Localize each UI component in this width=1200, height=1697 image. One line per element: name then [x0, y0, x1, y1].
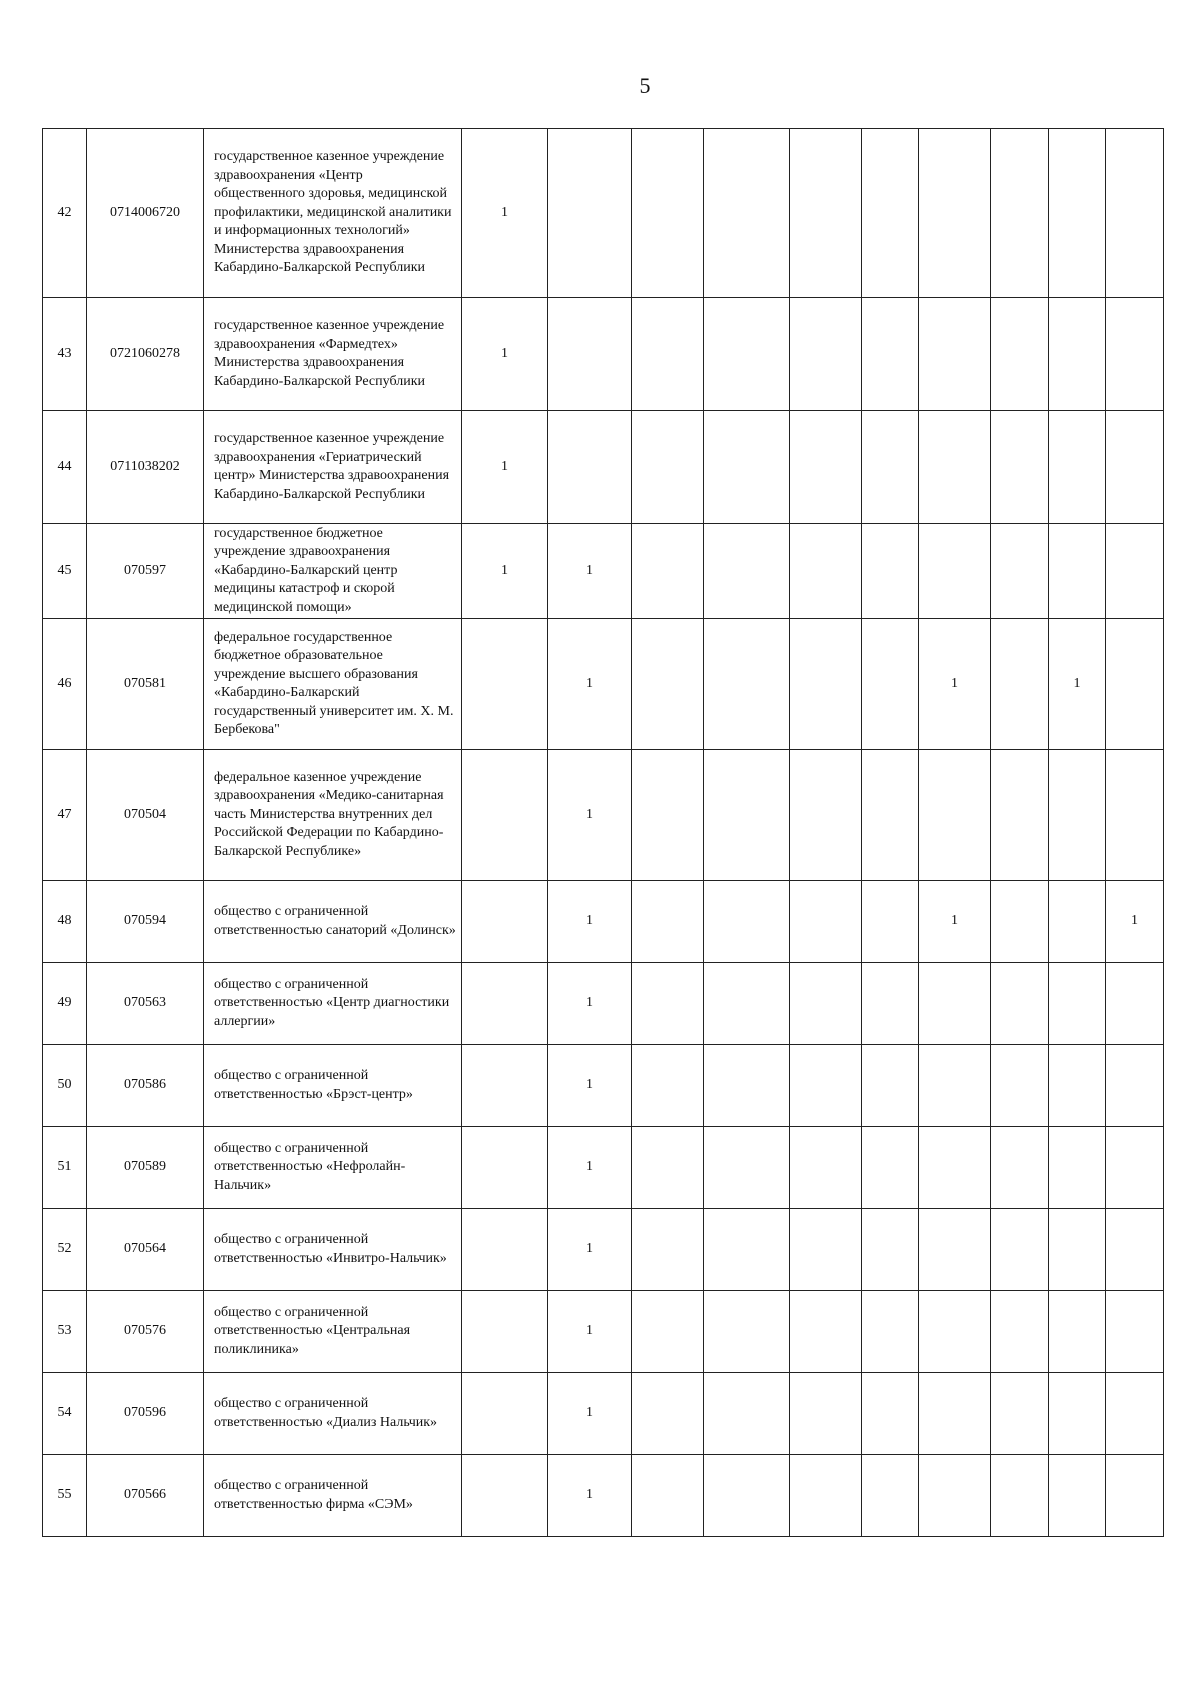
cell-col-6	[862, 1373, 919, 1455]
cell-col-3	[632, 619, 704, 750]
cell-col-4	[704, 750, 790, 881]
table-row	[43, 524, 1164, 619]
cell-col-2: 1	[548, 1373, 632, 1455]
org-code: 070576	[87, 1291, 204, 1373]
org-name: общество с ограниченной ответственностью «Брэст-центр»	[204, 1045, 462, 1127]
row-number: 55	[43, 1455, 87, 1537]
row-number: 46	[43, 619, 87, 750]
cell-col-10	[1106, 1127, 1164, 1209]
cell-col-8	[991, 619, 1049, 750]
cell-col-5	[790, 129, 862, 298]
cell-col-5	[790, 1291, 862, 1373]
cell-col-3	[632, 1455, 704, 1537]
row-number: 43	[43, 298, 87, 411]
cell-col-3	[632, 524, 704, 619]
cell-col-9	[1049, 1045, 1106, 1127]
cell-col-9	[1049, 298, 1106, 411]
cell-col-9	[1049, 524, 1106, 619]
row-number: 51	[43, 1127, 87, 1209]
cell-col-1	[462, 1045, 548, 1127]
cell-col-6	[862, 1291, 919, 1373]
cell-col-6	[862, 524, 919, 619]
cell-col-6	[862, 1455, 919, 1537]
cell-col-7	[919, 129, 991, 298]
org-code: 070597	[87, 524, 204, 619]
cell-col-2: 1	[548, 1455, 632, 1537]
org-name: федеральное государственное бюджетное образовательное учреждение высшего образования «Кабардино-Балкарский государственный университет им. Х. М. Бербекова"	[204, 619, 462, 750]
cell-col-8	[991, 881, 1049, 963]
cell-col-3	[632, 298, 704, 411]
cell-col-7	[919, 1209, 991, 1291]
cell-col-8	[991, 1209, 1049, 1291]
row-number: 45	[43, 524, 87, 619]
cell-col-4	[704, 129, 790, 298]
cell-col-6	[862, 1045, 919, 1127]
org-name: государственное казенное учреждение здравоохранения «Центр общественного здоровья, медицинской профилактики, медицинской аналитики и информационных технологий» Министерства здравоохранения Кабардино-Балкарской Республики	[204, 129, 462, 298]
org-code: 070564	[87, 1209, 204, 1291]
cell-col-7	[919, 963, 991, 1045]
org-name: государственное казенное учреждение здравоохранения «Гериатрический центр» Министерства здравоохранения Кабардино-Балкарской Республики	[204, 411, 462, 524]
org-code: 070596	[87, 1373, 204, 1455]
org-name: федеральное казенное учреждение здравоохранения «Медико-санитарная часть Министерства внутренних дел Российской Федерации по Кабардино-Балкарской Республике»	[204, 750, 462, 881]
cell-col-10	[1106, 1291, 1164, 1373]
cell-col-2: 1	[548, 881, 632, 963]
cell-col-4	[704, 1291, 790, 1373]
cell-col-10	[1106, 619, 1164, 750]
cell-col-4	[704, 1373, 790, 1455]
cell-col-10	[1106, 524, 1164, 619]
cell-col-9	[1049, 881, 1106, 963]
cell-col-4	[704, 411, 790, 524]
cell-col-2: 1	[548, 963, 632, 1045]
cell-col-10	[1106, 750, 1164, 881]
cell-col-8	[991, 1373, 1049, 1455]
row-number: 53	[43, 1291, 87, 1373]
cell-col-9	[1049, 963, 1106, 1045]
org-name: общество с ограниченной ответственностью «Инвитро-Нальчик»	[204, 1209, 462, 1291]
cell-col-1	[462, 1209, 548, 1291]
cell-col-10	[1106, 1455, 1164, 1537]
cell-col-8	[991, 1455, 1049, 1537]
org-code: 0711038202	[87, 411, 204, 524]
table-row	[43, 750, 1164, 881]
cell-col-2	[548, 298, 632, 411]
cell-col-6	[862, 129, 919, 298]
org-name: общество с ограниченной ответственностью «Центр диагностики аллергии»	[204, 963, 462, 1045]
cell-col-5	[790, 1373, 862, 1455]
table-row	[43, 1455, 1164, 1537]
cell-col-5	[790, 1455, 862, 1537]
cell-col-5	[790, 411, 862, 524]
cell-col-4	[704, 619, 790, 750]
cell-col-10	[1106, 963, 1164, 1045]
cell-col-3	[632, 1045, 704, 1127]
cell-col-5	[790, 619, 862, 750]
cell-col-1	[462, 963, 548, 1045]
row-number: 48	[43, 881, 87, 963]
table-row	[43, 1045, 1164, 1127]
table-row	[43, 881, 1164, 963]
table-row	[43, 411, 1164, 524]
org-code: 070589	[87, 1127, 204, 1209]
cell-col-8	[991, 750, 1049, 881]
cell-col-8	[991, 1045, 1049, 1127]
table-row	[43, 1291, 1164, 1373]
cell-col-3	[632, 1373, 704, 1455]
table-row	[43, 1127, 1164, 1209]
cell-col-7	[919, 1045, 991, 1127]
cell-col-9: 1	[1049, 619, 1106, 750]
cell-col-9	[1049, 1455, 1106, 1537]
table-row	[43, 1373, 1164, 1455]
cell-col-1: 1	[462, 129, 548, 298]
row-number: 42	[43, 129, 87, 298]
cell-col-4	[704, 1455, 790, 1537]
cell-col-8	[991, 963, 1049, 1045]
cell-col-6	[862, 411, 919, 524]
cell-col-4	[704, 1209, 790, 1291]
org-code: 070504	[87, 750, 204, 881]
org-name: государственное казенное учреждение здравоохранения «Фармедтех» Министерства здравоохранения Кабардино-Балкарской Республики	[204, 298, 462, 411]
cell-col-1	[462, 619, 548, 750]
cell-col-2: 1	[548, 1209, 632, 1291]
cell-col-8	[991, 411, 1049, 524]
cell-col-7: 1	[919, 619, 991, 750]
cell-col-10	[1106, 1373, 1164, 1455]
cell-col-9	[1049, 750, 1106, 881]
cell-col-3	[632, 750, 704, 881]
cell-col-4	[704, 881, 790, 963]
org-code: 0714006720	[87, 129, 204, 298]
cell-col-1	[462, 1127, 548, 1209]
cell-col-4	[704, 1127, 790, 1209]
cell-col-6	[862, 881, 919, 963]
cell-col-10	[1106, 1209, 1164, 1291]
cell-col-1	[462, 1455, 548, 1537]
cell-col-2: 1	[548, 1045, 632, 1127]
org-code: 070586	[87, 1045, 204, 1127]
cell-col-9	[1049, 1209, 1106, 1291]
cell-col-10	[1106, 298, 1164, 411]
cell-col-4	[704, 1045, 790, 1127]
cell-col-5	[790, 963, 862, 1045]
cell-col-7	[919, 750, 991, 881]
cell-col-7	[919, 1373, 991, 1455]
cell-col-2: 1	[548, 619, 632, 750]
cell-col-1: 1	[462, 411, 548, 524]
row-number: 49	[43, 963, 87, 1045]
org-code: 0721060278	[87, 298, 204, 411]
cell-col-8	[991, 1127, 1049, 1209]
cell-col-3	[632, 1209, 704, 1291]
cell-col-9	[1049, 1127, 1106, 1209]
cell-col-2: 1	[548, 1127, 632, 1209]
cell-col-3	[632, 411, 704, 524]
cell-col-8	[991, 129, 1049, 298]
org-code: 070563	[87, 963, 204, 1045]
cell-col-8	[991, 524, 1049, 619]
row-number: 44	[43, 411, 87, 524]
cell-col-1	[462, 1373, 548, 1455]
cell-col-1	[462, 1291, 548, 1373]
cell-col-7	[919, 1127, 991, 1209]
cell-col-5	[790, 524, 862, 619]
cell-col-7	[919, 1291, 991, 1373]
org-name: общество с ограниченной ответственностью санаторий «Долинск»	[204, 881, 462, 963]
row-number: 54	[43, 1373, 87, 1455]
cell-col-8	[991, 1291, 1049, 1373]
cell-col-6	[862, 619, 919, 750]
table-row	[43, 298, 1164, 411]
org-code: 070581	[87, 619, 204, 750]
cell-col-2: 1	[548, 750, 632, 881]
cell-col-10: 1	[1106, 881, 1164, 963]
cell-col-5	[790, 750, 862, 881]
cell-col-1: 1	[462, 524, 548, 619]
table-row	[43, 129, 1164, 298]
cell-col-4	[704, 524, 790, 619]
cell-col-10	[1106, 411, 1164, 524]
cell-col-3	[632, 963, 704, 1045]
cell-col-6	[862, 1127, 919, 1209]
cell-col-4	[704, 298, 790, 411]
cell-col-2: 1	[548, 524, 632, 619]
cell-col-6	[862, 298, 919, 411]
row-number: 47	[43, 750, 87, 881]
org-name: общество с ограниченной ответственностью «Нефролайн-Нальчик»	[204, 1127, 462, 1209]
cell-col-7	[919, 411, 991, 524]
cell-col-7: 1	[919, 881, 991, 963]
cell-col-3	[632, 1291, 704, 1373]
cell-col-6	[862, 750, 919, 881]
organizations-table	[42, 128, 1164, 1537]
cell-col-5	[790, 1209, 862, 1291]
cell-col-2	[548, 129, 632, 298]
org-name: государственное бюджетное учреждение здравоохранения «Кабардино-Балкарский центр медицины катастроф и скорой медицинской помощи»	[204, 524, 462, 619]
page-number: 5	[639, 73, 651, 98]
cell-col-9	[1049, 129, 1106, 298]
row-number: 50	[43, 1045, 87, 1127]
cell-col-3	[632, 129, 704, 298]
cell-col-5	[790, 1045, 862, 1127]
cell-col-3	[632, 1127, 704, 1209]
cell-col-7	[919, 1455, 991, 1537]
table-row	[43, 963, 1164, 1045]
cell-col-9	[1049, 1291, 1106, 1373]
org-code: 070594	[87, 881, 204, 963]
table-row	[43, 619, 1164, 750]
org-name: общество с ограниченной ответственностью «Диализ Нальчик»	[204, 1373, 462, 1455]
table-row	[43, 1209, 1164, 1291]
row-number: 52	[43, 1209, 87, 1291]
cell-col-8	[991, 298, 1049, 411]
cell-col-4	[704, 963, 790, 1045]
cell-col-5	[790, 298, 862, 411]
cell-col-1	[462, 750, 548, 881]
cell-col-6	[862, 963, 919, 1045]
cell-col-2	[548, 411, 632, 524]
cell-col-7	[919, 524, 991, 619]
cell-col-1: 1	[462, 298, 548, 411]
cell-col-3	[632, 881, 704, 963]
cell-col-2: 1	[548, 1291, 632, 1373]
cell-col-9	[1049, 1373, 1106, 1455]
cell-col-9	[1049, 411, 1106, 524]
cell-col-5	[790, 881, 862, 963]
org-code: 070566	[87, 1455, 204, 1537]
cell-col-10	[1106, 129, 1164, 298]
org-name: общество с ограниченной ответственностью фирма «СЭМ»	[204, 1455, 462, 1537]
cell-col-6	[862, 1209, 919, 1291]
cell-col-1	[462, 881, 548, 963]
cell-col-5	[790, 1127, 862, 1209]
cell-col-7	[919, 298, 991, 411]
org-name: общество с ограниченной ответственностью «Центральная поликлиника»	[204, 1291, 462, 1373]
cell-col-10	[1106, 1045, 1164, 1127]
